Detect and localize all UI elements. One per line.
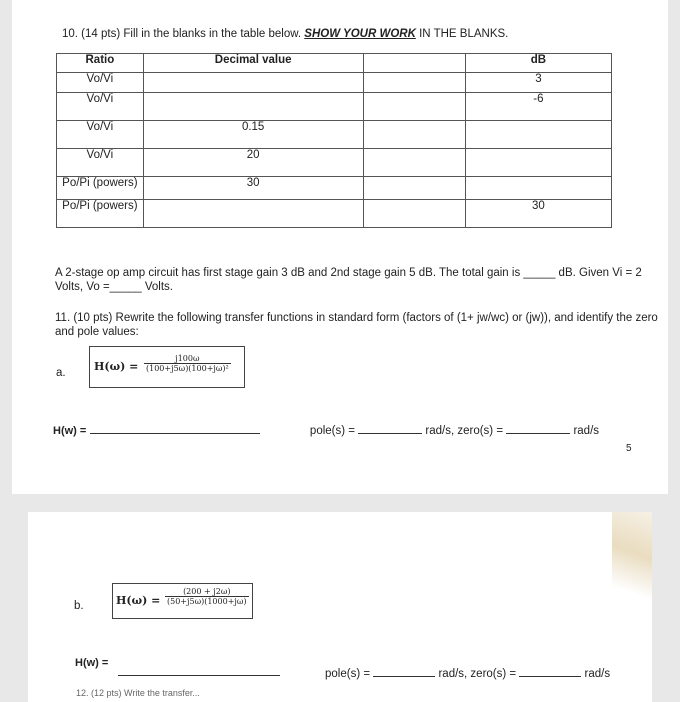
conversion-table: [56, 53, 612, 228]
formula-b: [112, 583, 253, 619]
formula-a-denominator: (100+j5ω)(100+jω)²: [146, 364, 229, 373]
cell-work[interactable]: [363, 177, 465, 200]
rad-zero-label: rad/s, zero(s) =: [425, 425, 504, 437]
formula-b-fraction: [165, 587, 249, 606]
problem-11-intro: [55, 311, 658, 339]
part-a-label: a.: [56, 367, 66, 379]
cell-ratio: Vo/Vi: [57, 93, 144, 121]
table-header-row: [57, 54, 612, 73]
pole-answer-blank[interactable]: [373, 676, 435, 677]
part-a-answer-row: [53, 425, 613, 437]
problem-10-title: [62, 28, 508, 40]
header-blank: [363, 54, 465, 73]
cell-work[interactable]: [363, 121, 465, 149]
formula-a-lhs: H(ω) =: [94, 360, 139, 373]
formula-b-denominator: (50+j5ω)(1000+jω): [167, 597, 247, 606]
rad-zero-label: rad/s, zero(s) =: [438, 668, 517, 680]
formula-a-numerator: j100ω: [144, 354, 231, 364]
zero-answer-blank[interactable]: [506, 433, 570, 434]
table-row: [57, 93, 612, 121]
opamp-line-1: A 2-stage op amp circuit has first stage gain 3 dB and 2nd stage gain 5 dB. The total gain is _____ dB. Given Vi = 2: [55, 267, 642, 279]
cell-ratio: Po/Pi (powers): [57, 200, 144, 228]
opamp-question: [55, 266, 642, 294]
cell-db[interactable]: -6: [465, 93, 611, 121]
problem-11-line-2: and pole values:: [55, 326, 139, 338]
cell-decimal[interactable]: 30: [143, 177, 363, 200]
pole-label: pole(s) =: [309, 425, 355, 437]
table-row: [57, 73, 612, 93]
problem-11-line-1: 11. (10 pts) Rewrite the following transfer functions in standard form (factors of (1+ jw/wc) or (jw)), and identify the zero: [55, 312, 658, 324]
cell-ratio: Vo/Vi: [57, 73, 144, 93]
header-db: dB: [465, 54, 611, 73]
pole-label: pole(s) =: [325, 668, 371, 680]
cell-decimal[interactable]: [143, 73, 363, 93]
hw-answer-blank[interactable]: [118, 675, 280, 676]
table-row: [57, 149, 612, 177]
part-b-pole-row: [325, 668, 610, 680]
hw-label: H(w) =: [75, 657, 109, 669]
part-b-label: b.: [74, 600, 84, 612]
worksheet-page-2: [28, 512, 652, 702]
cell-db[interactable]: 30: [465, 200, 611, 228]
cell-decimal[interactable]: [143, 93, 363, 121]
cell-db[interactable]: [465, 149, 611, 177]
cell-work[interactable]: [363, 149, 465, 177]
cell-ratio: Vo/Vi: [57, 121, 144, 149]
cell-ratio: Po/Pi (powers): [57, 177, 144, 200]
formula-b-lhs: H(ω) =: [116, 594, 161, 607]
header-ratio: Ratio: [57, 54, 144, 73]
cell-ratio: Vo/Vi: [57, 149, 144, 177]
hw-label: H(w) =: [53, 425, 87, 437]
title-prefix: 10. (14 pts) Fill in the blanks in the table below.: [62, 28, 302, 40]
next-question-fragment: 12. (12 pts) Write the transfer...: [76, 688, 200, 698]
formula-a-fraction: [144, 354, 231, 373]
worksheet-page-1: [12, 0, 668, 494]
cell-decimal[interactable]: 0.15: [143, 121, 363, 149]
header-decimal: Decimal value: [143, 54, 363, 73]
cell-work[interactable]: [363, 93, 465, 121]
cell-decimal[interactable]: 20: [143, 149, 363, 177]
zero-answer-blank[interactable]: [519, 676, 581, 677]
hw-answer-blank[interactable]: [90, 433, 260, 434]
table-row: [57, 177, 612, 200]
opamp-line-2: Volts, Vo =_____ Volts.: [55, 281, 173, 293]
page-curl-shadow: [612, 512, 652, 616]
cell-work[interactable]: [363, 73, 465, 93]
rad-label: rad/s: [573, 425, 600, 437]
page-number: 5: [626, 443, 632, 454]
table-row: [57, 121, 612, 149]
table-row: [57, 200, 612, 228]
title-suffix: IN THE BLANKS.: [419, 28, 509, 40]
cell-db[interactable]: [465, 121, 611, 149]
cell-db[interactable]: 3: [465, 73, 611, 93]
cell-decimal[interactable]: [143, 200, 363, 228]
pole-answer-blank[interactable]: [358, 433, 422, 434]
formula-b-numerator: (200 + j2ω): [165, 587, 249, 597]
cell-db[interactable]: [465, 177, 611, 200]
title-emphasis: SHOW YOUR WORK: [304, 28, 416, 40]
rad-label: rad/s: [584, 668, 611, 680]
formula-a: [89, 346, 245, 388]
cell-work[interactable]: [363, 200, 465, 228]
